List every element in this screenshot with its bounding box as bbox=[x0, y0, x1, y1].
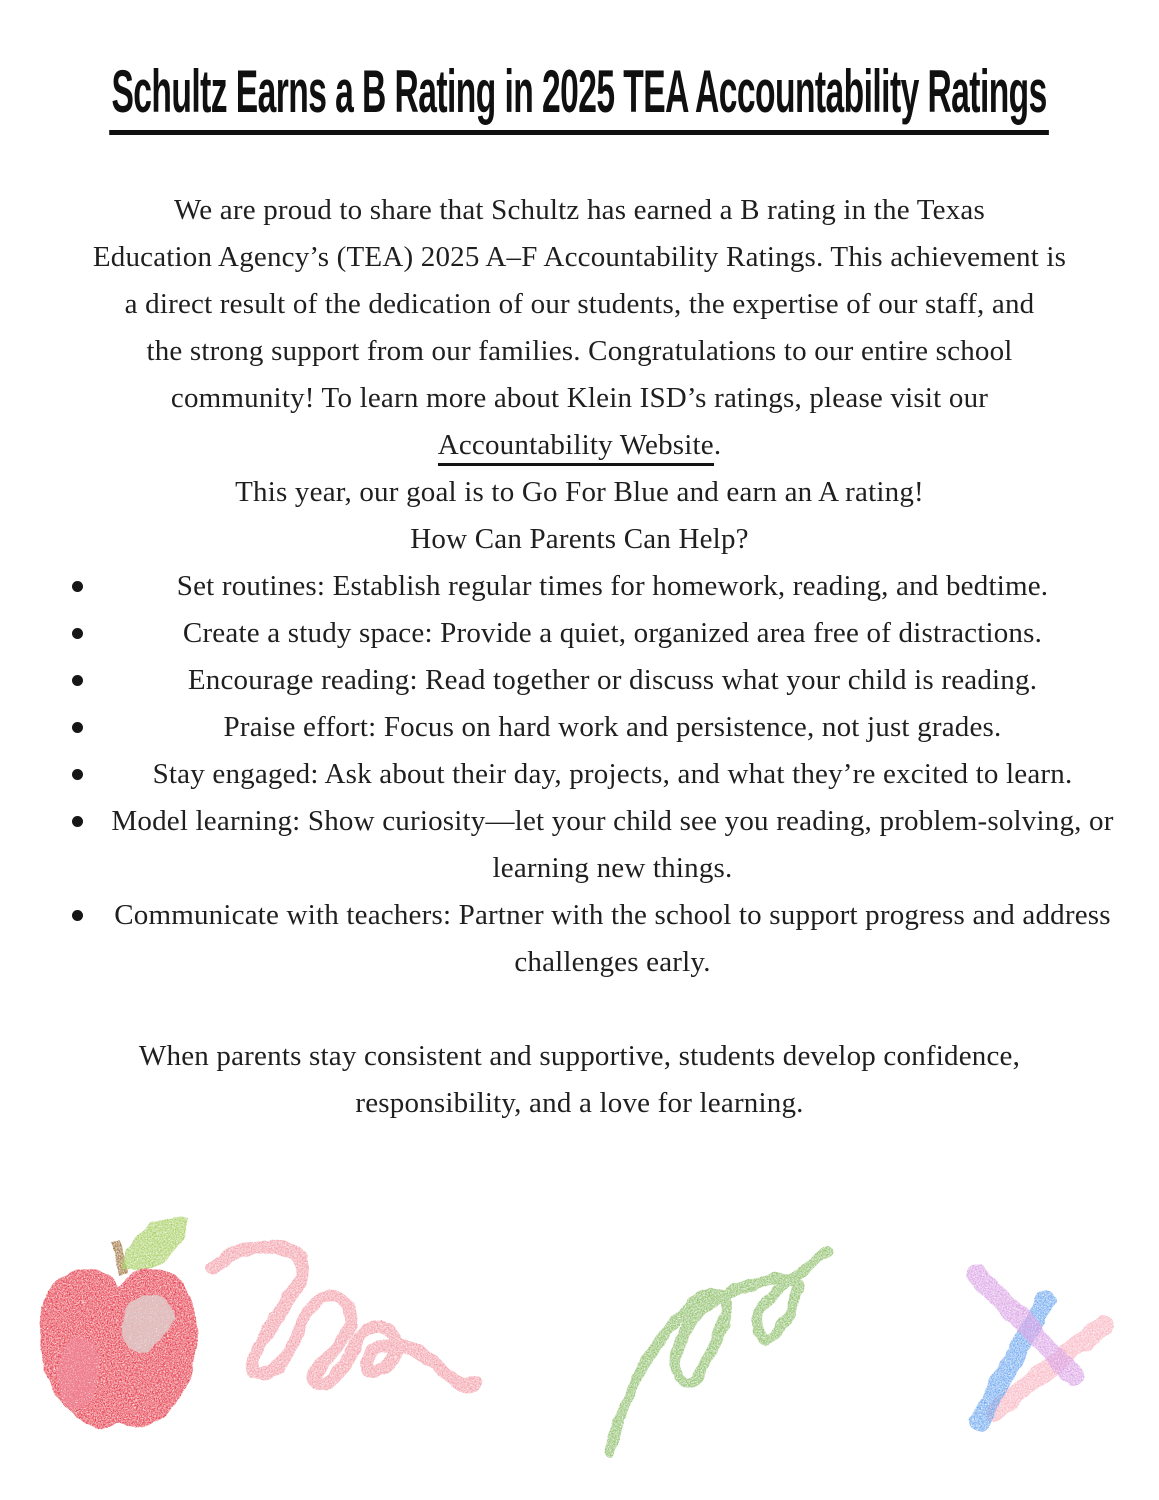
bullet-item: Create a study space: Provide a quiet, organized area free of distractions. bbox=[20, 610, 1139, 657]
text-line: community! To learn more about Klein ISD’s ratings, please visit our bbox=[170, 381, 989, 414]
green-squiggle-path bbox=[610, 1252, 828, 1452]
x-mark-purple-stroke bbox=[976, 1275, 1075, 1378]
pink-squiggle-doodle bbox=[185, 1235, 485, 1410]
text-line: When parents stay consistent and supportive, students develop confidence, bbox=[138, 1039, 1021, 1072]
pink-squiggle-svg bbox=[185, 1235, 485, 1410]
text-line: a direct result of the dedication of our students, the expertise of our staff, and bbox=[124, 287, 1035, 320]
closing-paragraph bbox=[20, 1033, 1139, 1127]
goal-line: This year, our goal is to Go For Blue and earn an A rating! bbox=[235, 475, 924, 508]
accountability-website-link[interactable]: Accountability Website bbox=[438, 429, 714, 466]
bullet-item: Model learning: Show curiosity—let your child see you reading, problem-solving, or learning new things. bbox=[20, 798, 1139, 892]
apple-doodle bbox=[34, 1210, 206, 1432]
apple-body bbox=[40, 1268, 197, 1428]
green-squiggle-svg bbox=[592, 1240, 832, 1490]
green-squiggle-doodle bbox=[592, 1240, 832, 1490]
x-mark-svg bbox=[952, 1262, 1124, 1434]
link-suffix: . bbox=[713, 428, 722, 461]
apple-doodle-svg bbox=[34, 1210, 206, 1432]
x-mark-doodle bbox=[952, 1262, 1124, 1434]
text-line: responsibility, and a love for learning. bbox=[355, 1086, 804, 1119]
parent-tips-list bbox=[20, 563, 1139, 986]
apple-leaf bbox=[121, 1218, 189, 1271]
page-title bbox=[20, 60, 1139, 135]
link-line bbox=[20, 422, 1139, 469]
page-title-text: Schultz Earns a B Rating in 2025 TEA Accountability Ratings bbox=[110, 60, 1050, 135]
intro-paragraph bbox=[20, 187, 1139, 422]
bullet-item: Encourage reading: Read together or discuss what your child is reading. bbox=[20, 657, 1139, 704]
bullet-item: Set routines: Establish regular times for homework, reading, and bedtime. bbox=[20, 563, 1139, 610]
question-heading: How Can Parents Can Help? bbox=[410, 522, 749, 555]
document-content bbox=[20, 60, 1139, 1127]
text-line: the strong support from our families. Congratulations to our entire school bbox=[146, 334, 1013, 367]
bullet-item: Stay engaged: Ask about their day, projects, and what they’re excited to learn. bbox=[20, 751, 1139, 798]
text-line: We are proud to share that Schultz has earned a B rating in the Texas bbox=[174, 193, 985, 226]
bullet-item: Communicate with teachers: Partner with the school to support progress and address challenges early. bbox=[20, 892, 1139, 986]
pink-squiggle-path bbox=[213, 1247, 475, 1386]
paragraph-spacer bbox=[20, 986, 1139, 1033]
text-line: Education Agency’s (TEA) 2025 A–F Accountability Ratings. This achievement is bbox=[92, 240, 1067, 273]
bullet-item: Praise effort: Focus on hard work and persistence, not just grades. bbox=[20, 704, 1139, 751]
